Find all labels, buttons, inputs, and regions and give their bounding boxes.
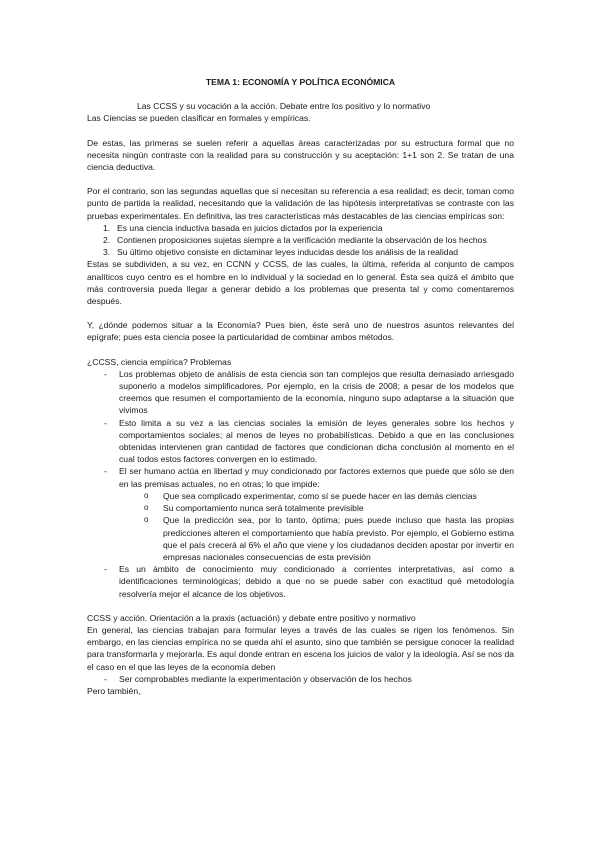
list-item-text: Esto limita a su vez a las ciencias sociales la emisión de leyes generales sobre los hechos y comportamientos sociales; al menos de leyes no probabilísticas. Debido a que en las conclusiones obtenidas intervienen gran cantidad de factores que condicionan dicha conclusión al momento en el cual todos estos factores convergen en lo estimado. — [119, 417, 514, 465]
list-item — [87, 368, 514, 417]
paragraph: En general, las ciencias trabajan para formular leyes a través de las cuales se rigen los fenómenos. Sin embargo, en las ciencias empírica no se queda ahí el asunto, sino que también se persigue conocer la realidad para transformarla y mejorarla. Es aquí donde entran en escena los juicios de valor y la ideología. Así se nos da el caso en el que las leyes de la economía deben — [87, 624, 514, 672]
paragraph: De estas, las primeras se suelen referir a aquellas áreas caracterizadas por su estructura formal que no necesita ningún contraste con la realidad para su construcción y su aceptación: 1+1 son 2. Se tratan de una ciencia deductiva. — [87, 137, 514, 173]
dash-bullet: - — [104, 564, 107, 575]
circle-bullet: o — [144, 490, 149, 500]
list-number: 2. — [103, 235, 111, 246]
document-body — [87, 76, 514, 697]
list-item — [87, 563, 514, 600]
list-item-text: Su último objetivo consiste en dictaminar leyes inducidas desde los análisis de la realidad — [117, 247, 459, 258]
sub-list-item — [119, 502, 514, 514]
list-item-text: Es un ámbito de conocimiento muy condicionado a corrientes interpretativas, así como a identificaciones terminológicas; debido a que no se puede saber con exactitud qué metodología resolvería mejor el alcance de los objetivos. — [119, 564, 514, 599]
list-number: 1. — [103, 222, 111, 233]
paragraph: Pero también, — [87, 685, 141, 696]
section-heading: CCSS y acción. Orientación a la praxis (actuación) y debate entre positivo y normativo — [87, 612, 416, 623]
dash-bullet: - — [104, 673, 107, 684]
list-item-text: El ser humano actúa en libertad y muy condicionado por factores externos que puede que sólo se den en las premisas actuales, no en otras; lo que impide: — [119, 466, 514, 489]
list-item — [87, 417, 514, 466]
dash-bullet: - — [104, 368, 107, 379]
laws-list — [87, 673, 514, 685]
list-item — [87, 222, 514, 234]
sub-list — [119, 490, 514, 563]
circle-bullet: o — [144, 515, 149, 525]
section-heading: ¿CCSS, ciencia empírica? Problemas — [87, 356, 232, 367]
list-item-text: Los problemas objeto de análisis de esta ciencia son tan complejos que resulta demasiado arriesgado suponerlo a modelos simplificadores. Por ejemplo, en la crisis de 2008; a pesar de los modelos que creemos que resumen el comportamiento de la economía, ninguno supo adaptarse a la situación que vivimos — [119, 368, 514, 416]
list-number: 3. — [103, 247, 111, 258]
list-item — [87, 673, 514, 685]
list-item-text: Que sea complicado experimentar, como sí se puede hacer en las demás ciencias — [163, 490, 477, 501]
list-item-text: Contienen proposiciones sujetas siempre a la verificación mediante la observación de los hechos — [117, 235, 487, 246]
features-list — [87, 222, 514, 259]
list-item — [87, 465, 514, 563]
list-item-text: Es una ciencia inductiva basada en juicios dictados por la experiencia — [117, 222, 383, 233]
dash-bullet: - — [104, 417, 107, 428]
paragraph: Y, ¿dónde podemos situar a la Economía? Pues bien, éste será uno de nuestros asuntos relevantes del epígrafe; pues esta ciencia posee la particularidad de combinar ambos métodos. — [87, 320, 514, 343]
list-item-text: Que la predicción sea, por lo tanto, óptima; pues puede incluso que hasta las propias predicciones alteren el comportamiento que había previsto. Por ejemplo, el Gobierno estima que el país crecerá al 6% el año que viene y los ciudadanos deciden apostar por invertir en empresas nacionales consecuencias de esta previsión — [163, 515, 514, 562]
problems-list — [87, 368, 514, 600]
paragraph: Las Ciencias se pueden clasificar en formales y empíricas. — [87, 113, 311, 124]
paragraph: Estas se subdividen, a su vez, en CCNN y CCSS, de las cuales, la última, referida al conjunto de campos analíticos cuyo centro es el hombre en lo individual y la sociedad en lo general. Ésta sea quizá el ámbito que más controversia pueda llegar a generar debido a los problemas que presenta tal y como comentaremos después. — [87, 259, 514, 307]
list-item — [87, 234, 514, 246]
paragraph: Por el contrario, son las segundas aquellas que sí necesitan su referencia a esa realidad; es decir, toman como punto de partida la realidad, necesitando que la validación de las hipótesis interpretativas se contraste con las pruebas experimentales. En definitiva, las tres características más destacables de las ciencias empíricas son: — [87, 186, 514, 221]
sub-list-item — [119, 514, 514, 563]
circle-bullet: o — [144, 503, 149, 513]
section-heading: Las CCSS y su vocación a la acción. Debate entre los positivo y lo normativo — [137, 101, 431, 112]
document-title: TEMA 1: ECONOMÍA Y POLÍTICA ECONÓMICA — [205, 77, 396, 87]
list-item-text: Su comportamiento nunca será totalmente previsible — [163, 503, 364, 514]
dash-bullet: - — [104, 466, 107, 477]
list-item — [87, 246, 514, 258]
list-item-text: Ser comprobables mediante la experimentación y observación de los hechos — [119, 673, 412, 684]
sub-list-item — [119, 490, 514, 502]
